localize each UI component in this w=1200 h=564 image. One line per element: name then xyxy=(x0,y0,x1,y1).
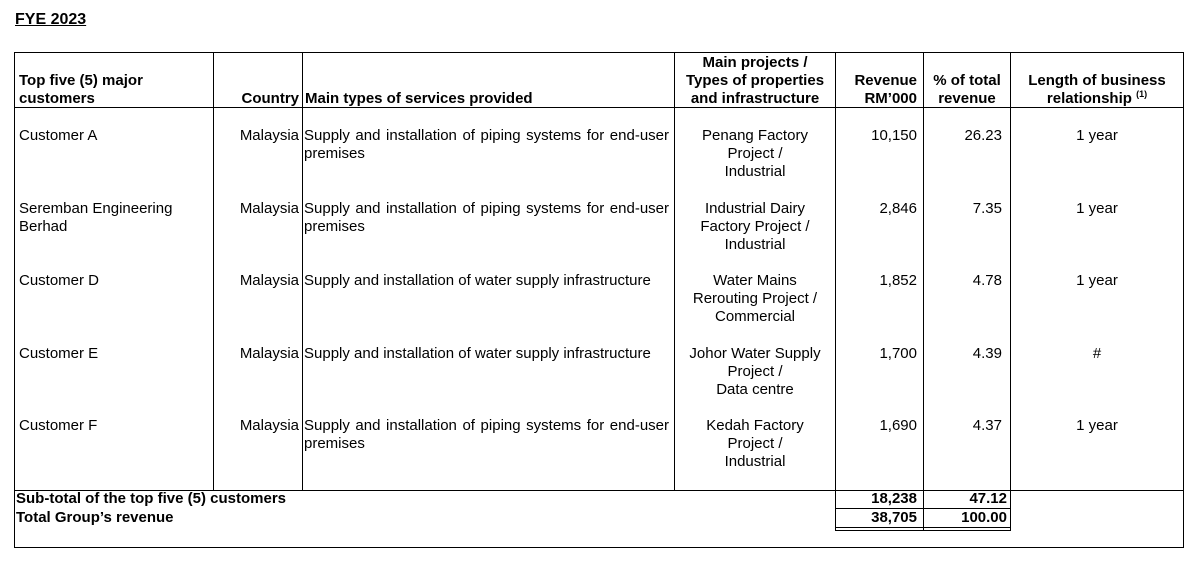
table-row-revenue: 2,846 xyxy=(879,200,917,217)
footnote-marker: (1) xyxy=(1136,89,1148,99)
table-row-customer: Customer E xyxy=(19,345,99,362)
header-projects-line: and infrastructure xyxy=(690,90,820,107)
table-row-revenue: 1,690 xyxy=(879,417,917,434)
header-projects-line: Types of properties xyxy=(685,72,825,89)
header-customer: Top five (5) major customers xyxy=(19,72,143,107)
table-row-pct: 7.35 xyxy=(972,200,1002,217)
header-revenue xyxy=(837,72,917,108)
document-heading: FYE 2023 xyxy=(15,11,87,28)
header-country: Country xyxy=(241,90,299,107)
total-double-underline xyxy=(924,530,1010,531)
table-row-length: 1 year xyxy=(1076,127,1118,144)
table-row-revenue: 1,852 xyxy=(879,272,917,289)
table-row-project: Water Mains Rerouting Project / Commercial xyxy=(692,272,818,325)
header-revenue-line: Revenue xyxy=(854,72,917,89)
table-row-services: Supply and installation of water supply infrastructure xyxy=(304,272,651,289)
table-row-country: Malaysia xyxy=(239,272,299,289)
total-double-underline xyxy=(836,527,923,528)
table-row-project: Kedah Factory Project / Industrial xyxy=(706,417,804,470)
header-services: Main types of services provided xyxy=(305,90,533,107)
table-row-customer: Seremban Engineering Berhad xyxy=(19,200,173,235)
table-row-pct: 4.37 xyxy=(972,417,1002,434)
table-row-project: Industrial Dairy Factory Project / Industrial xyxy=(700,200,810,253)
table-row-country: Malaysia xyxy=(239,200,299,217)
table-row-services: Supply and installation of water supply infrastructure xyxy=(304,345,651,362)
total-revenue: 38,705 xyxy=(871,509,917,526)
header-projects xyxy=(675,54,835,108)
table-row-revenue: 1,700 xyxy=(879,345,917,362)
subtotal-label: Sub-total of the top five (5) customers xyxy=(16,490,287,507)
header-projects-line: Main projects / xyxy=(702,54,808,71)
header-length xyxy=(1011,72,1183,108)
header-pct-line: revenue xyxy=(938,90,996,107)
table-row-project: Penang Factory Project / Industrial xyxy=(702,127,808,180)
table-row-length: 1 year xyxy=(1076,272,1118,289)
total-double-underline xyxy=(836,530,923,531)
table-row-country: Malaysia xyxy=(239,127,299,144)
total-double-underline xyxy=(924,527,1010,528)
table-row-services: Supply and installation of piping systems for end-user premises xyxy=(304,127,669,162)
table-row-country: Malaysia xyxy=(239,345,299,362)
col-divider xyxy=(835,53,836,531)
col-divider xyxy=(1010,53,1011,531)
col-divider xyxy=(923,53,924,531)
table-row-length: 1 year xyxy=(1076,417,1118,434)
subtotal-revenue: 18,238 xyxy=(871,490,917,507)
table-row-customer: Customer A xyxy=(19,127,98,144)
table-row-length: 1 year xyxy=(1076,200,1118,217)
table-row-services: Supply and installation of piping systems for end-user premises xyxy=(304,200,669,235)
table-row-project: Johor Water Supply Project / Data centre xyxy=(689,345,821,398)
header-pct xyxy=(924,72,1010,108)
header-revenue-line: RM’000 xyxy=(864,90,917,107)
table-row-customer: Customer D xyxy=(19,272,100,289)
table-row-pct: 26.23 xyxy=(964,127,1002,144)
table-row-length: # xyxy=(1092,345,1102,362)
customers-table xyxy=(14,52,1184,548)
col-divider xyxy=(213,53,214,490)
col-divider xyxy=(302,53,303,490)
table-row-services: Supply and installation of piping systems for end-user premises xyxy=(304,417,669,452)
header-length-line: Length of business xyxy=(1028,72,1166,89)
table-row-pct: 4.78 xyxy=(972,272,1002,289)
table-row-pct: 4.39 xyxy=(972,345,1002,362)
total-label: Total Group’s revenue xyxy=(16,509,174,526)
subtotal-pct: 47.12 xyxy=(969,490,1007,507)
table-row-customer: Customer F xyxy=(19,417,98,434)
table-row-revenue: 10,150 xyxy=(871,127,917,144)
table-row-country: Malaysia xyxy=(239,417,299,434)
header-pct-line: % of total xyxy=(933,72,1001,89)
total-pct: 100.00 xyxy=(961,509,1007,526)
header-length-line: relationship $^{(1)}$ xyxy=(1046,89,1148,107)
